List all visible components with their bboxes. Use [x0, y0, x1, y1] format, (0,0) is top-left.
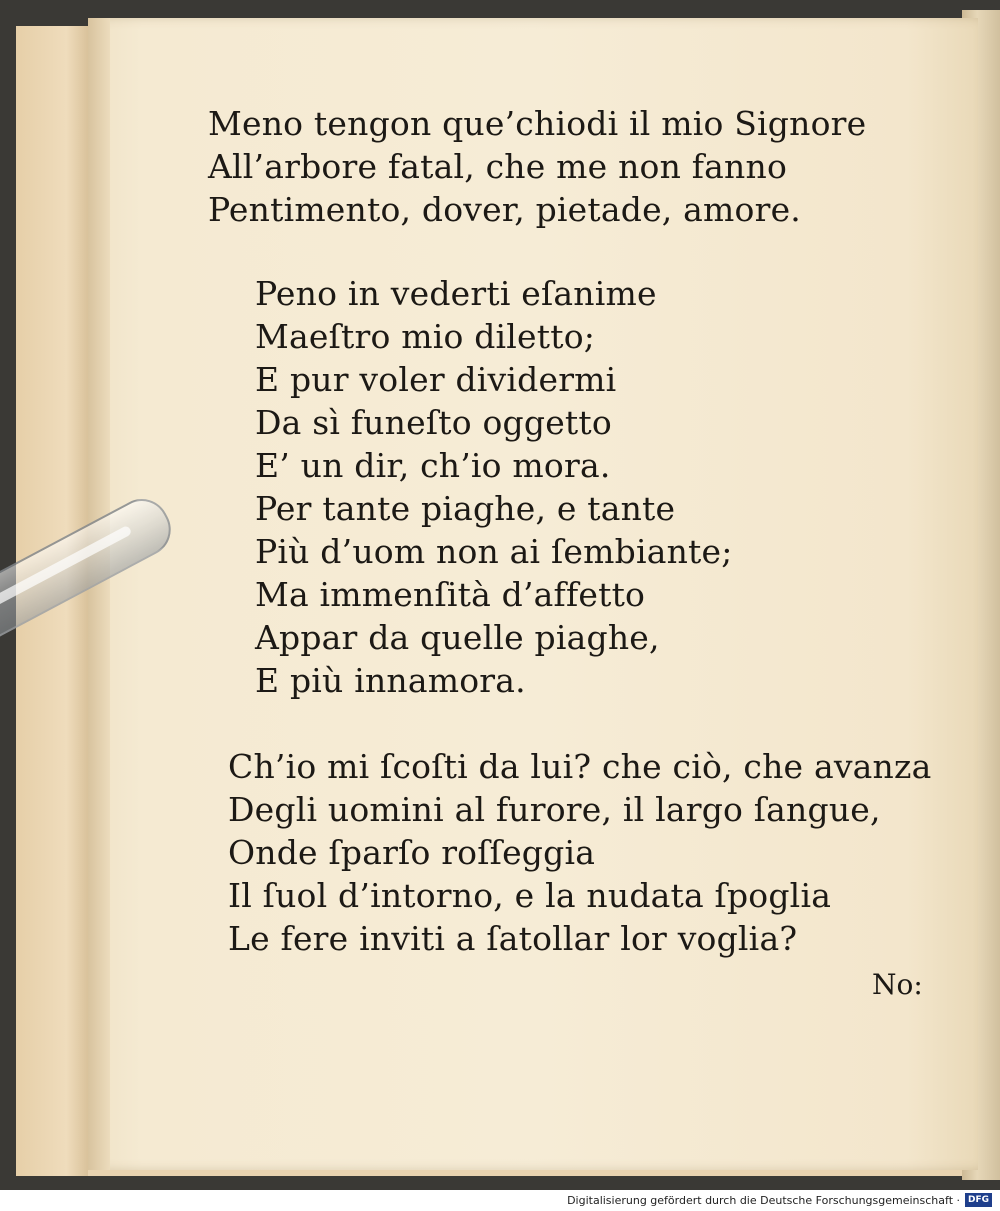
verse-line: All’arbore fatal, che me non fanno	[208, 147, 788, 186]
stanza-2	[255, 272, 733, 702]
verse-line: Meno tengon que’chiodi il mio Signore	[208, 104, 867, 143]
verse-line: E’ un dir, ch’io mora.	[255, 446, 611, 485]
verse-line: Maeſtro mio diletto;	[255, 317, 596, 356]
verse-line: Appar da quelle piaghe,	[255, 618, 660, 657]
verse-line: Le fere inviti a ſatollar lor voglia?	[228, 919, 798, 958]
verse-line: Degli uomini al furore, il largo ſangue,	[228, 790, 881, 829]
stanza-3	[228, 745, 931, 960]
verse-line: Peno in vederti eſanime	[255, 274, 657, 313]
stanza-1	[208, 102, 866, 231]
verse-line: Da sì funeſto oggetto	[255, 403, 612, 442]
verse-line: E pur voler dividermi	[255, 360, 617, 399]
verse-line: Per tante piaghe, e tante	[255, 489, 676, 528]
verse-line: Ma immenſità d’affetto	[255, 575, 646, 614]
verse-line: Pentimento, dover, pietade, amore.	[208, 190, 802, 229]
verse-line: Più d’uom non ai ſembiante;	[255, 532, 733, 571]
dfg-logo-icon: DFG	[965, 1193, 992, 1207]
verse-line: Ch’io mi ſcoſti da lui? che ciò, che avanza	[228, 747, 932, 786]
verse-line: Il ſuol d’intorno, e la nudata ſpoglia	[228, 876, 832, 915]
catchword: No:	[872, 968, 923, 1001]
verse-line: Onde ſparſo roſſeggia	[228, 833, 596, 872]
funding-credit: Digitalisierung gefördert durch die Deutsche Forschungsgemeinschaft ·	[567, 1194, 960, 1207]
verse-line: E più innamora.	[255, 661, 526, 700]
page-gutter	[88, 18, 110, 1170]
